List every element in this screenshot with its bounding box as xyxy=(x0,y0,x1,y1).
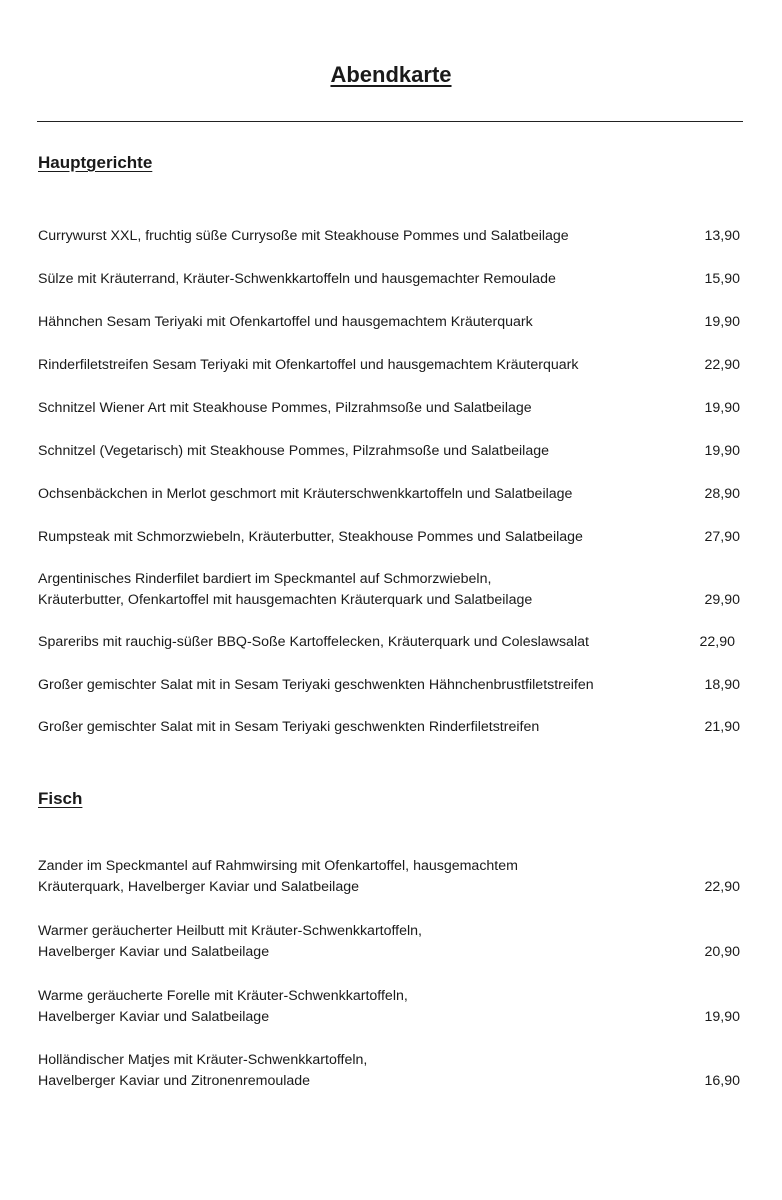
menu-item-description: Ochsenbäckchen in Merlot geschmort mit Kräuterschwenkkartoffeln und Salatbeilage xyxy=(38,486,573,502)
menu-item-price: 29,90 xyxy=(704,592,740,608)
menu-item-price: 16,90 xyxy=(704,1073,740,1089)
menu-item xyxy=(38,484,743,505)
menu-item-price: 22,90 xyxy=(704,357,740,373)
menu-item-description: Rinderfiletstreifen Sesam Teriyaki mit Ofenkartoffel und hausgemachtem Kräuterquark xyxy=(38,357,579,373)
menu-item-price: 27,90 xyxy=(704,529,740,545)
menu-item-description: Hähnchen Sesam Teriyaki mit Ofenkartoffel und hausgemachtem Kräuterquark xyxy=(38,314,533,330)
menu-item-description: Großer gemischter Salat mit in Sesam Teriyaki geschwenkten Hähnchenbrustfiletstreifen xyxy=(38,677,594,693)
menu-item-description: Warmer geräucherter Heilbutt mit Kräuter-Schwenkkartoffeln, Havelberger Kaviar und Salatbeilage xyxy=(38,923,422,960)
menu-item-price: 15,90 xyxy=(704,271,740,287)
section-title-fisch: Fisch xyxy=(38,789,83,808)
menu-item-description: Spareribs mit rauchig-süßer BBQ-Soße Kartoffelecken, Kräuterquark und Coleslawsalat xyxy=(38,634,589,650)
menu-item-description: Rumpsteak mit Schmorzwiebeln, Kräuterbutter, Steakhouse Pommes und Salatbeilage xyxy=(38,529,583,545)
menu-item-price: 21,90 xyxy=(704,719,740,735)
menu-item-description: Sülze mit Kräuterrand, Kräuter-Schwenkkartoffeln und hausgemachter Remoulade xyxy=(38,271,556,287)
menu-item xyxy=(38,312,743,333)
menu-item-description: Zander im Speckmantel auf Rahmwirsing mit Ofenkartoffel, hausgemachtem Kräuterquark, Havelberger Kaviar und Salatbeilage xyxy=(38,858,518,895)
menu-item xyxy=(38,632,743,653)
menu-item xyxy=(38,986,743,1028)
section-title-hauptgerichte: Hauptgerichte xyxy=(38,153,153,172)
menu-item xyxy=(38,226,743,247)
menu-item-price: 19,90 xyxy=(704,314,740,330)
menu-item xyxy=(38,921,743,963)
menu-item xyxy=(38,856,743,898)
menu-item-price: 18,90 xyxy=(704,677,740,693)
menu-item-description: Warme geräucherte Forelle mit Kräuter-Schwenkkartoffeln, Havelberger Kaviar und Salatbeilage xyxy=(38,988,408,1025)
menu-item xyxy=(38,355,743,376)
menu-item-price: 22,90 xyxy=(704,879,740,895)
menu-item xyxy=(38,717,743,738)
menu-item-description: Argentinisches Rinderfilet bardiert im Speckmantel auf Schmorzwiebeln, Kräuterbutter, Ofenkartoffel mit hausgemachten Kräuterquark und Salatbeilage xyxy=(38,571,533,608)
menu-item-price: 19,90 xyxy=(704,1009,740,1025)
menu-item xyxy=(38,398,743,419)
menu-item-description: Großer gemischter Salat mit in Sesam Teriyaki geschwenkten Rinderfiletstreifen xyxy=(38,719,540,735)
menu-item xyxy=(38,441,743,462)
page-title: Abendkarte xyxy=(330,62,452,87)
title-divider xyxy=(37,121,743,122)
menu-item-price: 20,90 xyxy=(704,944,740,960)
menu-item-price: 19,90 xyxy=(704,443,740,459)
menu-item xyxy=(38,1050,743,1092)
menu-item-price: 28,90 xyxy=(704,486,740,502)
menu-item-price: 22,90 xyxy=(699,634,735,650)
menu-item-price: 13,90 xyxy=(704,228,740,244)
menu-item xyxy=(38,269,743,290)
menu-item-description: Currywurst XXL, fruchtig süße Currysoße mit Steakhouse Pommes und Salatbeilage xyxy=(38,228,569,244)
menu-item-description: Schnitzel (Vegetarisch) mit Steakhouse Pommes, Pilzrahmsoße und Salatbeilage xyxy=(38,443,549,459)
menu-item-price: 19,90 xyxy=(704,400,740,416)
menu-item xyxy=(38,675,743,696)
menu-item xyxy=(38,527,743,548)
menu-item xyxy=(38,569,743,611)
menu-item-description: Schnitzel Wiener Art mit Steakhouse Pommes, Pilzrahmsoße und Salatbeilage xyxy=(38,400,532,416)
menu-item-description: Holländischer Matjes mit Kräuter-Schwenkkartoffeln, Havelberger Kaviar und Zitronenremoulade xyxy=(38,1052,368,1089)
